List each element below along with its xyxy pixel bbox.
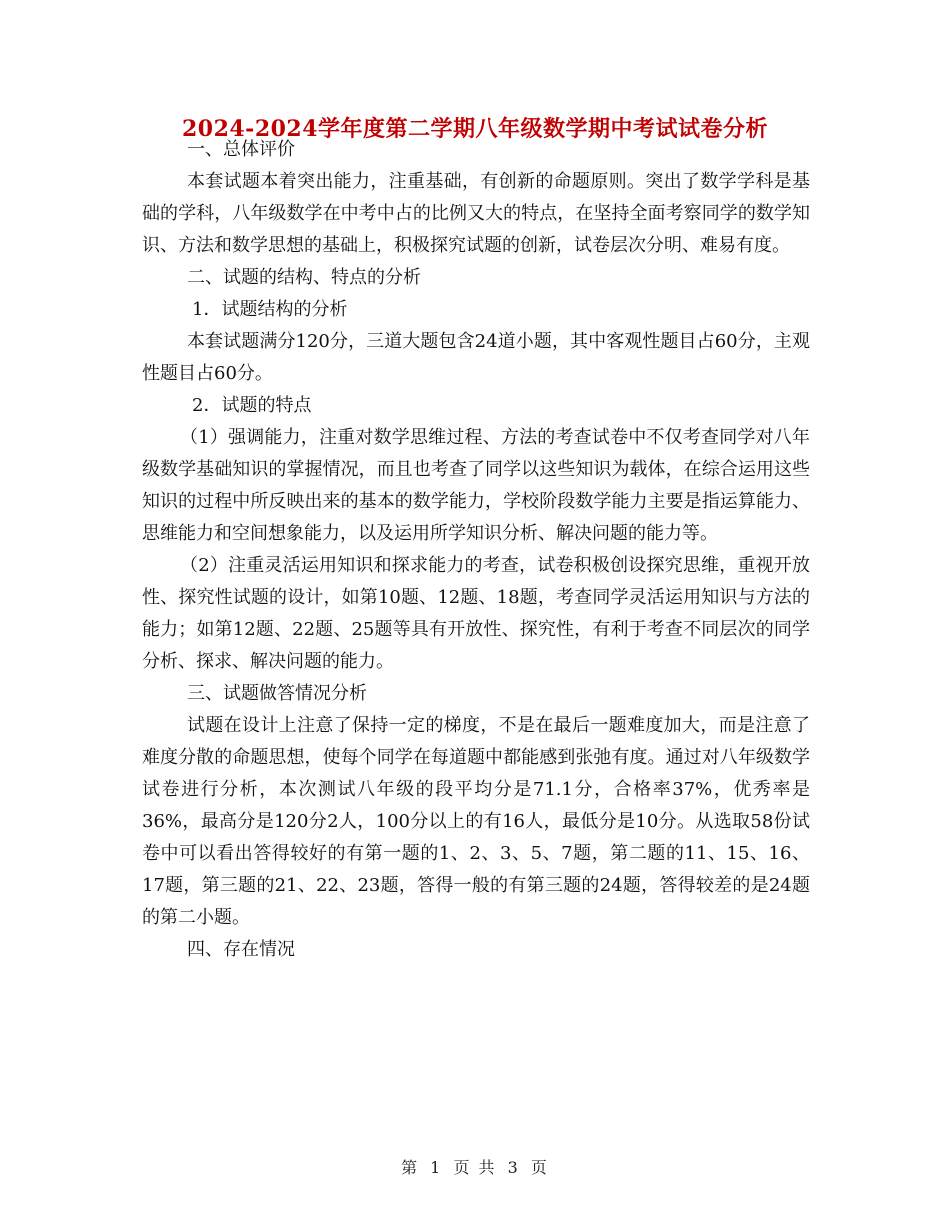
footer-page-number: 1 <box>430 1158 443 1177</box>
paragraph-overall: 本套试题本着突出能力，注重基础，有创新的命题原则。突出了数学学科是基础的学科，八年级数学在中考中占的比例又大的特点，在坚持全面考察同学的数学知识、方法和数学思想的基础上，积极探究试题的创新，试卷层次分明、难易有度。 <box>142 171 810 256</box>
section-heading-structure: 二、试题的结构、特点的分析 <box>187 267 421 288</box>
subheading-structure-analysis: 1．试题结构的分析 <box>192 299 348 320</box>
footer-page-total: 3 <box>507 1158 520 1177</box>
paragraph-feature-1: （1）强调能力，注重对数学思维过程、方法的考查试卷中不仅考查同学对八年级数学基础知识的掌握情况，而且也考查了同学以这些知识为载体，在综合运用这些知识的过程中所反映出来的基本的数学能力，学校阶段数学能力主要是指运算能力、思维能力和空间想象能力，以及运用所学知识分析、解决问题的能力等。 <box>142 427 810 544</box>
footer-mid: 页 共 <box>453 1158 497 1177</box>
section-heading-answers: 三、试题做答情况分析 <box>187 683 367 704</box>
section-heading-issues: 四、存在情况 <box>187 939 295 960</box>
footer-prefix: 第 <box>401 1158 420 1177</box>
section-heading-overall: 一、总体评价 <box>187 139 295 160</box>
page-footer <box>0 1155 950 1178</box>
document-title: 2024-2024学年度第二学期八年级数学期中考试试卷分析 <box>181 116 769 142</box>
paragraph-feature-2: （2）注重灵活运用知识和探求能力的考查，试卷积极创设探究思维，重视开放性、探究性试题的设计，如第10题、12题、18题，考查同学灵活运用知识与方法的能力；如第12题、22题、25题等具有开放性、探究性，有利于考查不同层次的同学分析、探求、解决问题的能力。 <box>142 555 810 672</box>
subheading-features: 2．试题的特点 <box>192 395 312 416</box>
footer-suffix: 页 <box>530 1158 549 1177</box>
document-body <box>142 134 810 966</box>
paragraph-structure: 本套试题满分120分，三道大题包含24道小题，其中客观性题目占60分，主观性题目占60分。 <box>142 331 810 384</box>
paragraph-answers: 试题在设计上注意了保持一定的梯度，不是在最后一题难度加大，而是注意了难度分散的命题思想，使每个同学在每道题中都能感到张弛有度。通过对八年级数学试卷进行分析，本次测试八年级的段平均分是71.1分，合格率37%，优秀率是36%，最高分是120分2人，100分以上的有16人，最低分是10分。从选取58份试卷中可以看出答得较好的有第一题的1、2、3、5、7题，第二题的11、15、16、17题，第三题的21、22、23题，答得一般的有第三题的24题，答得较差的是24题的第二小题。 <box>142 715 810 928</box>
